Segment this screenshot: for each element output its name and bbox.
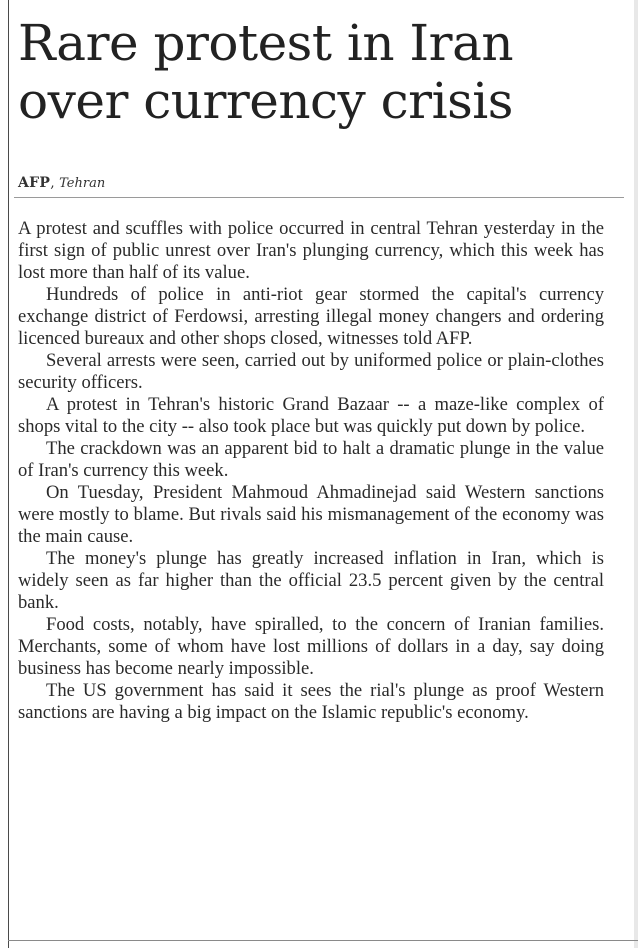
article-paragraph: Several arrests were seen, carried out by uniformed police or plain-clothes security officers. [18,350,604,393]
column-rule-left [8,0,9,948]
article-headline [18,14,628,130]
article-paragraph: A protest in Tehran's historic Grand Bazaar -- a maze-like complex of shops vital to the city -- also took place but was quickly put down by police. [18,394,604,437]
byline-agency: AFP [18,175,51,191]
article-body [18,218,604,724]
byline [18,174,105,193]
article-paragraph: On Tuesday, President Mahmoud Ahmadinejad said Western sanctions were mostly to blame. But rivals said his mismanagement of the economy was the main cause. [18,482,604,547]
byline-dateline: Tehran [59,176,106,191]
headline-line-2: over currency crisis [18,72,513,130]
byline-divider [14,197,624,198]
article-paragraph: The crackdown was an apparent bid to halt a dramatic plunge in the value of Iran's currency this week. [18,438,604,481]
article-paragraph: The US government has said it sees the rial's plunge as proof Western sanctions are having a big impact on the Islamic republic's economy. [18,680,604,723]
article-paragraph: Hundreds of police in anti-riot gear stormed the capital's currency exchange district of Ferdowsi, arresting illegal money changers and ordering licenced bureaux and other shops closed, witnesses told AFP. [18,284,604,349]
page-edge-shadow [634,0,638,948]
article-paragraph: The money's plunge has greatly increased inflation in Iran, which is widely seen as far higher than the official 23.5 percent given by the central bank. [18,548,604,613]
column-rule-bottom [8,940,638,941]
article-paragraph: Food costs, notably, have spiralled, to the concern of Iranian families. Merchants, some of whom have lost millions of dollars in a day, say doing business has become nearly impossible. [18,614,604,679]
article-paragraph: A protest and scuffles with police occurred in central Tehran yesterday in the first sign of public unrest over Iran's plunging currency, which this week has lost more than half of its value. [18,218,604,283]
headline-line-1: Rare protest in Iran [18,14,514,72]
byline-separator: , [50,175,60,191]
